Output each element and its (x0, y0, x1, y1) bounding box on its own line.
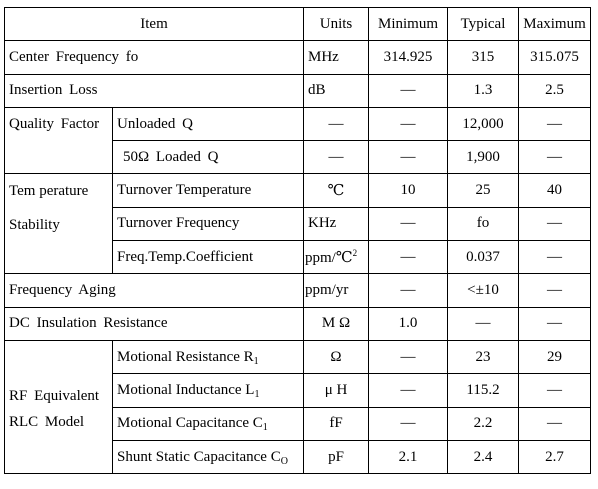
header-item: Item (5, 8, 304, 41)
minimum-cell: 314.925 (369, 41, 448, 74)
maximum-cell: — (519, 307, 591, 340)
row-label-insertion-loss: Insertion Loss (5, 74, 304, 107)
label-text: Shunt Static Capacitance C (117, 448, 281, 465)
row-label-freq-temp-coefficient: Freq.Temp.Coefficient (113, 241, 304, 274)
table-row-insertion-loss (5, 74, 591, 107)
typical-cell: <±10 (448, 274, 519, 307)
table-row-unloaded-q (5, 107, 591, 140)
units-cell: Ω (304, 340, 369, 373)
typical-cell: 2.2 (448, 407, 519, 440)
maximum-cell: 40 (519, 174, 591, 207)
maximum-cell: — (519, 274, 591, 307)
maximum-cell: 29 (519, 340, 591, 373)
row-label-dc-insulation: DC Insulation Resistance (5, 307, 304, 340)
units-cell (304, 241, 369, 274)
group-label-line2: Stability (9, 217, 60, 234)
header-typical: Typical (448, 8, 519, 41)
units-cell: KHz (304, 207, 369, 240)
units-cell: MHz (304, 41, 369, 74)
minimum-cell: — (369, 241, 448, 274)
typical-cell: 12,000 (448, 107, 519, 140)
units-superscript: 2 (352, 247, 358, 258)
typical-cell: fo (448, 207, 519, 240)
typical-cell: 2.4 (448, 440, 519, 473)
minimum-cell: — (369, 274, 448, 307)
maximum-cell: 2.7 (519, 440, 591, 473)
specifications-table (4, 7, 591, 474)
typical-cell: 25 (448, 174, 519, 207)
minimum-cell: — (369, 340, 448, 373)
table-row-turnover-temperature (5, 174, 591, 207)
label-text: Motional Inductance L (117, 381, 255, 398)
row-label-motional-inductance (113, 374, 304, 407)
maximum-cell: — (519, 141, 591, 174)
group-label-line2: RLC Model (9, 414, 85, 431)
minimum-cell: — (369, 107, 448, 140)
minimum-cell: 1.0 (369, 307, 448, 340)
group-label-line1: Tem perature (9, 183, 89, 200)
typical-cell: 1,900 (448, 141, 519, 174)
row-label-unloaded-q: Unloaded Q (113, 107, 304, 140)
minimum-cell: — (369, 207, 448, 240)
label-text: Motional Resistance R (117, 348, 254, 365)
minimum-cell: — (369, 141, 448, 174)
label-text: Motional Capacitance C (117, 415, 263, 432)
maximum-cell: — (519, 407, 591, 440)
group-label-line1: RF Equivalent (9, 388, 100, 405)
typical-cell: 23 (448, 340, 519, 373)
maximum-cell: 2.5 (519, 74, 591, 107)
row-label-center-frequency: Center Frequency fo (5, 41, 304, 74)
group-label-temperature-stability (5, 174, 113, 274)
units-cell: μ H (304, 374, 369, 407)
label-subscript: O (280, 455, 288, 467)
maximum-cell: — (519, 241, 591, 274)
row-label-motional-capacitance (113, 407, 304, 440)
header-row (5, 8, 591, 41)
table-row-dc-insulation (5, 307, 591, 340)
units-cell: — (304, 141, 369, 174)
header-minimum: Minimum (369, 8, 448, 41)
header-units: Units (304, 8, 369, 41)
typical-cell: 0.037 (448, 241, 519, 274)
units-cell: ℃ (304, 174, 369, 207)
row-label-turnover-frequency: Turnover Frequency (113, 207, 304, 240)
row-label-turnover-temperature: Turnover Temperature (113, 174, 304, 207)
minimum-cell: — (369, 407, 448, 440)
typical-cell: 115.2 (448, 374, 519, 407)
maximum-cell: — (519, 107, 591, 140)
units-cell: pF (304, 440, 369, 473)
maximum-cell: — (519, 207, 591, 240)
typical-cell: 315 (448, 41, 519, 74)
units-cell: ppm/yr (304, 274, 369, 307)
table-row-motional-resistance (5, 340, 591, 373)
table-row-frequency-aging (5, 274, 591, 307)
row-label-shunt-capacitance (113, 440, 304, 473)
units-cell: fF (304, 407, 369, 440)
minimum-cell: — (369, 374, 448, 407)
units-base: ppm/℃ (305, 249, 353, 266)
units-cell: — (304, 107, 369, 140)
minimum-cell: 10 (369, 174, 448, 207)
group-label-rf-equivalent (5, 340, 113, 473)
header-maximum: Maximum (519, 8, 591, 41)
label-subscript: 1 (254, 388, 260, 400)
maximum-cell: — (519, 374, 591, 407)
label-subscript: 1 (253, 355, 259, 367)
typical-cell: — (448, 307, 519, 340)
units-cell: dB (304, 74, 369, 107)
group-label-quality-factor: Quality Factor (5, 107, 113, 174)
row-label-frequency-aging: Frequency Aging (5, 274, 304, 307)
typical-cell: 1.3 (448, 74, 519, 107)
label-subscript: 1 (262, 422, 268, 434)
minimum-cell: — (369, 74, 448, 107)
row-label-motional-resistance (113, 340, 304, 373)
units-cell: M Ω (304, 307, 369, 340)
maximum-cell: 315.075 (519, 41, 591, 74)
table-row-center-frequency (5, 41, 591, 74)
minimum-cell: 2.1 (369, 440, 448, 473)
row-label-loaded-q: 50Ω Loaded Q (113, 141, 304, 174)
